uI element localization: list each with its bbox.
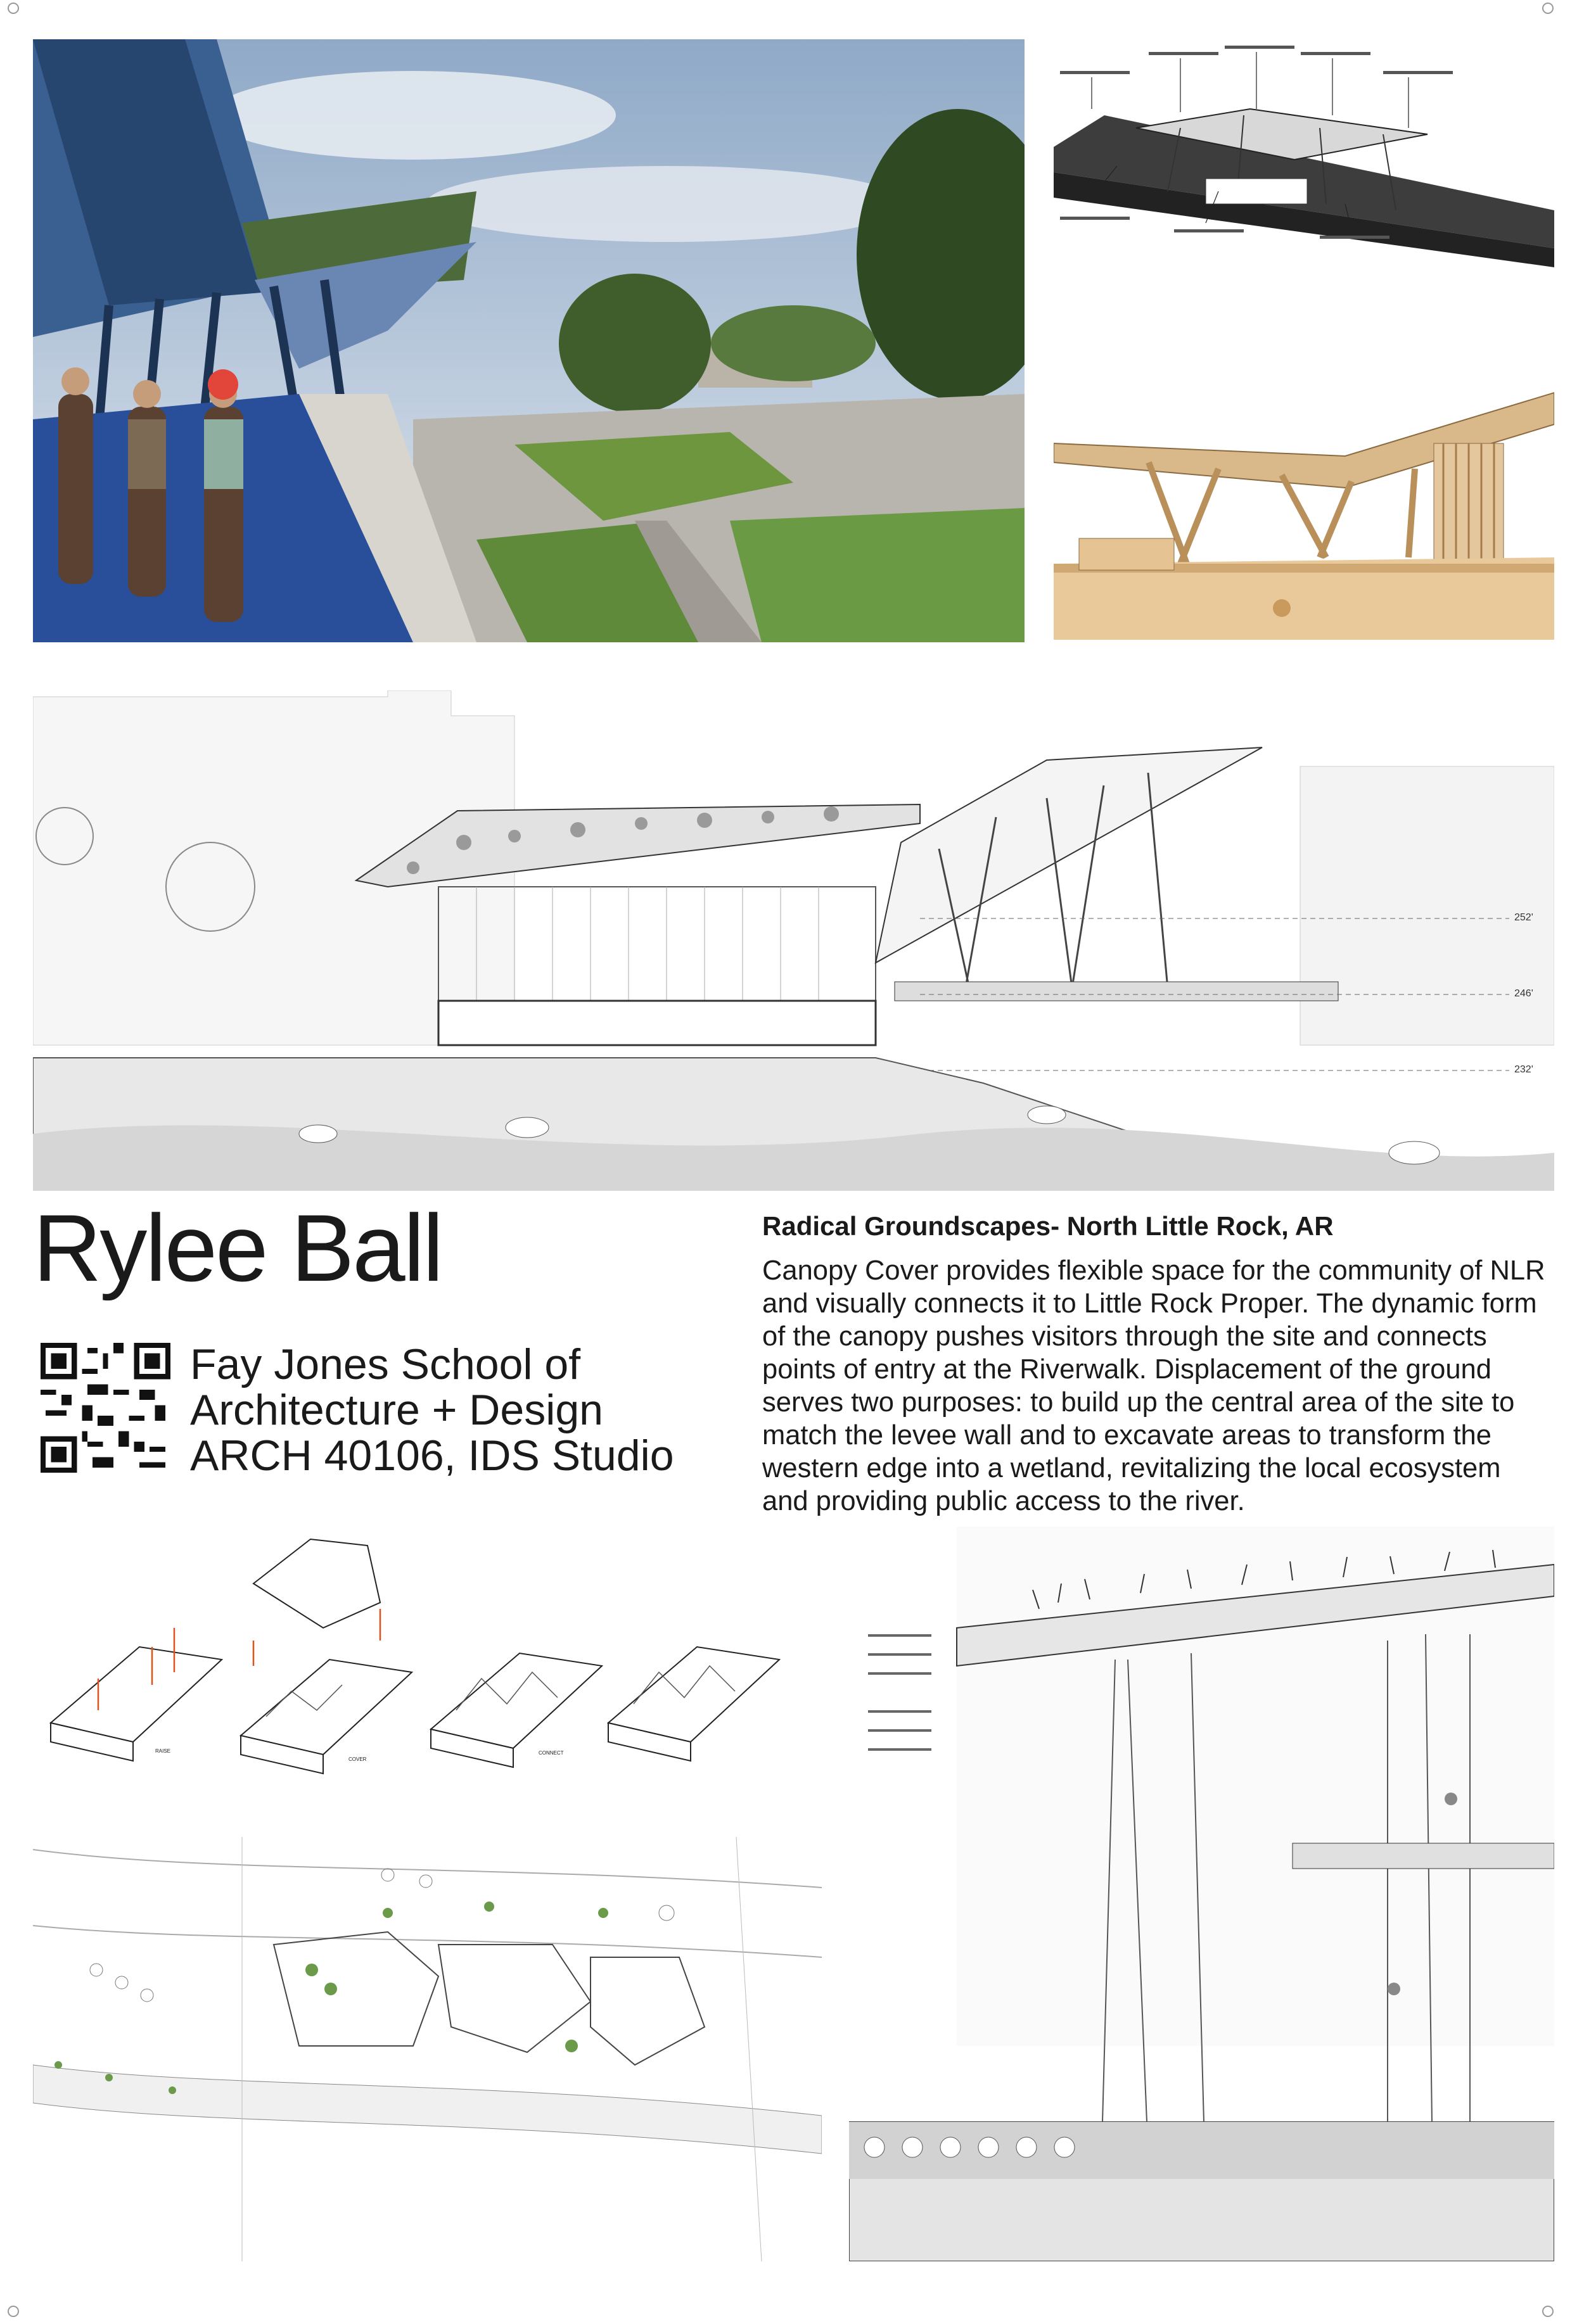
diagram-label-raise: RAISE <box>155 1748 171 1754</box>
elevation-label-252: 252' <box>1514 912 1533 923</box>
registration-mark <box>1542 2306 1554 2317</box>
project-title: Radical Groundscapes- North Little Rock, AR <box>762 1211 1334 1241</box>
school-line: Fay Jones School of <box>190 1340 581 1388</box>
project-description: Canopy Cover provides flexible space for the community of NLR and visually connects it to Little Rock Proper. The dynamic form of the canopy pushes visitors through the site and connects points of entry at the Riverwalk. Displacement of the ground serves two purposes: to build up the central area of the site to match the levee wall and to excavate areas to transform the western edge into a wetland, revitalizing the local ecosystem and providing public access to the river. <box>762 1255 1545 1516</box>
building-section-drawing <box>33 690 1554 1191</box>
elevation-label-246: 246' <box>1514 988 1533 999</box>
school-info <box>190 1342 674 1478</box>
perspective-rendering <box>33 39 1025 642</box>
qr-code <box>41 1343 170 1473</box>
registration-mark <box>8 2306 19 2317</box>
massing-diagrams <box>38 1520 786 1793</box>
diagram-label-connect: CONNECT <box>539 1750 564 1756</box>
author-name: Rylee Ball <box>33 1195 442 1301</box>
elevation-label-232: 232' <box>1514 1064 1533 1075</box>
site-plan-drawing <box>33 1837 822 2261</box>
axonometric-diagram <box>1054 39 1554 274</box>
registration-mark <box>8 3 19 14</box>
diagram-label-cover: COVER <box>348 1756 367 1762</box>
registration-mark <box>1542 3 1554 14</box>
timber-model-photo <box>1054 380 1554 640</box>
school-line: ARCH 40106, IDS Studio <box>190 1432 674 1480</box>
school-line: Architecture + Design <box>190 1386 603 1434</box>
wall-section-detail <box>849 1527 1554 2261</box>
